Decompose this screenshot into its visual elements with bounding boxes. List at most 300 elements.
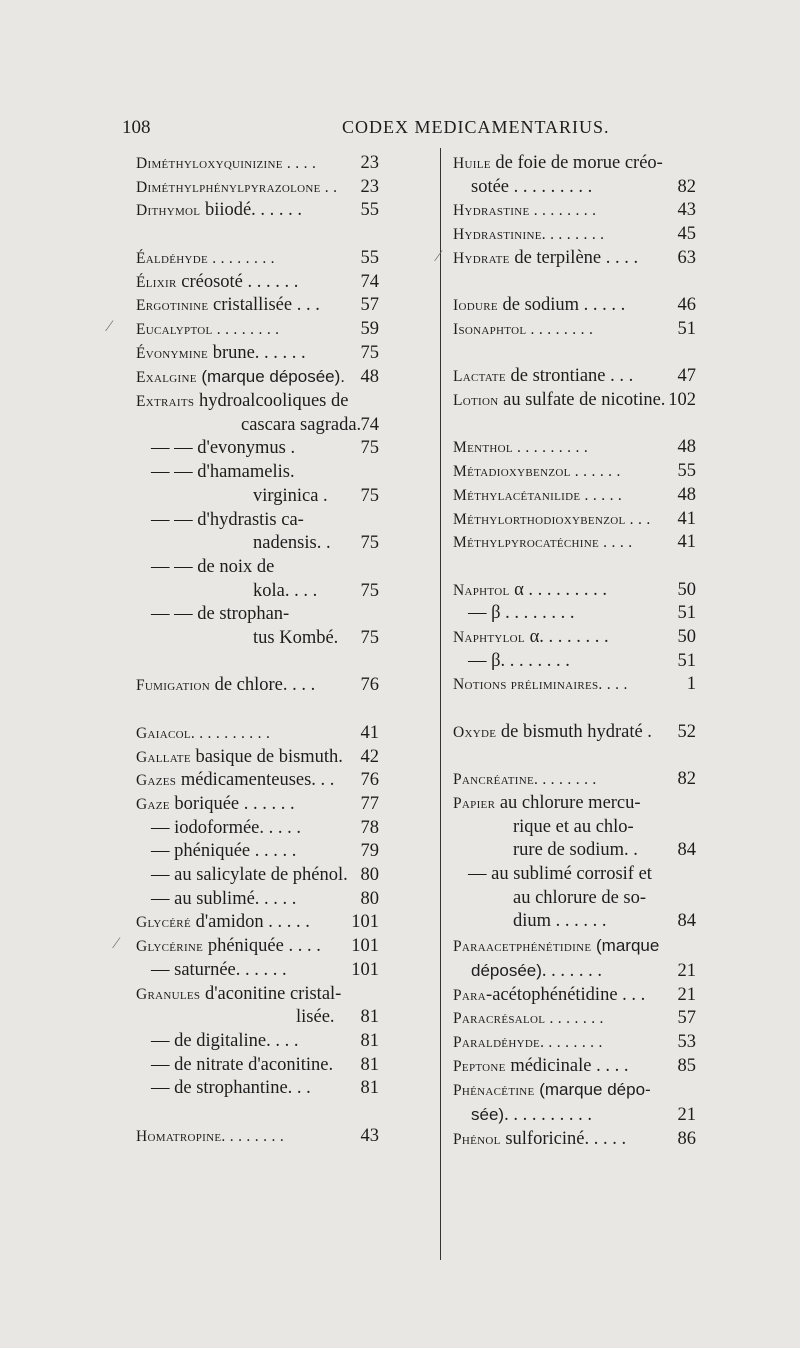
- index-entry: [136, 1077, 379, 1101]
- entry-spacer: [453, 342, 696, 366]
- entry-description: — au salicylate de phénol.: [151, 865, 348, 886]
- column-divider: [440, 148, 441, 1260]
- index-column-left: [136, 152, 379, 1148]
- entry-text: [453, 318, 696, 342]
- entry-description: lisée.: [296, 1007, 335, 1028]
- index-entry: [136, 437, 379, 461]
- index-entry: [453, 984, 696, 1008]
- page-reference: 82: [677, 176, 696, 197]
- entry-description: rique et au chlo-: [513, 816, 634, 837]
- entry-text: [151, 959, 379, 983]
- entry-text: [136, 983, 379, 1007]
- entry-headword: Diméthyloxyquinizine . . . .: [136, 155, 317, 172]
- page-reference: 21: [677, 984, 696, 1005]
- index-entry: [453, 318, 696, 342]
- entry-headword: Notions préliminaires. . . .: [453, 676, 628, 694]
- index-entry: [453, 365, 696, 389]
- index-entry: [453, 863, 696, 934]
- entry-text: [151, 888, 379, 912]
- page-reference: 80: [360, 888, 379, 909]
- entry-headword: Méthylpyrocatéchine . . . .: [453, 534, 633, 552]
- entry-text: [453, 484, 696, 508]
- page-reference: 75: [360, 628, 379, 649]
- index-entry: [453, 460, 696, 484]
- entry-text: [136, 769, 379, 793]
- entry-headword: Paraldéhyde. . . . . . . .: [453, 1033, 603, 1051]
- page-reference: 57: [677, 1008, 696, 1029]
- entry-description: médicinale . . . .: [505, 1055, 629, 1076]
- entry-description: virginica .: [253, 485, 328, 506]
- entry-headword: Glycérine: [136, 938, 204, 956]
- entry-description: hydroalcooliques de: [194, 391, 349, 412]
- entry-description: de foie de morue créo-: [490, 153, 663, 173]
- entry-description: — phéniquée . . . . .: [151, 841, 297, 862]
- entry-headword: Métadioxybenzol . . . . . .: [453, 463, 621, 481]
- entry-description: — saturnée. . . . . .: [151, 959, 287, 980]
- entry-text: [136, 722, 379, 746]
- entry-text: [151, 485, 379, 509]
- entry-description: — iodoformée. . . . .: [151, 817, 302, 838]
- index-entry: [453, 1007, 696, 1031]
- page-reference: 1: [686, 674, 696, 695]
- entry-headword: Exalgine: [136, 369, 197, 387]
- page-reference: 86: [677, 1128, 696, 1149]
- entry-text: [453, 959, 696, 984]
- entry-headword: Éaldéhyde . . . . . . . .: [136, 249, 275, 267]
- entry-text: [453, 1031, 696, 1055]
- entry-text: [151, 1054, 379, 1078]
- index-entry: [453, 223, 696, 247]
- page-reference: 102: [668, 390, 696, 410]
- entry-spacer: [453, 413, 696, 437]
- entry-text: [151, 461, 379, 485]
- index-entry: [136, 722, 379, 746]
- entry-text: [151, 627, 379, 651]
- entry-text: [453, 626, 696, 650]
- entry-text: [453, 579, 696, 603]
- index-entry: [453, 531, 696, 555]
- index-entry: [136, 318, 379, 342]
- page-reference: 43: [677, 200, 696, 221]
- index-entry: [136, 935, 379, 959]
- page-reference: 80: [360, 865, 379, 886]
- index-entry: [136, 461, 379, 508]
- index-entry: [136, 342, 379, 366]
- entry-headword: Huile: [453, 155, 491, 172]
- entry-text: [136, 199, 379, 223]
- entry-text: [468, 863, 696, 887]
- index-entry: [136, 959, 379, 983]
- entry-spacer: [453, 555, 696, 579]
- entry-text: [453, 531, 696, 555]
- index-entry: [453, 389, 696, 413]
- entry-text: [453, 223, 696, 247]
- index-column-right: [453, 152, 696, 1151]
- entry-headword: Ergotinine: [136, 297, 209, 315]
- entry-headword: Glycéré: [136, 914, 191, 932]
- margin-check-mark: ⁄: [108, 318, 111, 335]
- entry-headword: Paracrésalol . . . . . . .: [453, 1010, 604, 1028]
- entry-description: sotée . . . . . . . . .: [471, 176, 593, 197]
- page-reference: 42: [360, 746, 379, 767]
- trademark-note: sée): [471, 1105, 505, 1125]
- page-reference: 75: [360, 438, 379, 459]
- page-reference: 51: [677, 603, 696, 624]
- index-entry: [136, 1030, 379, 1054]
- page-reference: 41: [677, 508, 696, 529]
- page-reference: 46: [677, 295, 696, 316]
- index-entry: [136, 888, 379, 912]
- entry-text: [453, 1128, 696, 1152]
- index-entry: [453, 602, 696, 626]
- page-reference: 75: [360, 485, 379, 506]
- entry-description: — — d'hydrastis ca-: [151, 509, 304, 530]
- page-reference: 74: [360, 414, 379, 435]
- page-header: [122, 117, 682, 143]
- entry-description: brune. . . . . .: [208, 342, 306, 363]
- entry-headword: Papier: [453, 794, 496, 812]
- running-title: CODEX MEDICAMENTARIUS.: [342, 117, 610, 137]
- entry-description: kola. . . .: [253, 580, 318, 601]
- index-entry: [453, 673, 696, 697]
- entry-text: [453, 294, 696, 318]
- page-reference: 41: [360, 722, 379, 743]
- entry-text: [453, 199, 696, 223]
- page-reference: 21: [677, 960, 696, 981]
- page-reference: 59: [360, 318, 379, 339]
- entry-description: d'aconitine cristal-: [200, 983, 342, 1004]
- index-entry: [136, 294, 379, 318]
- page-reference: 74: [360, 271, 379, 292]
- index-entry: [453, 579, 696, 603]
- entry-description: nadensis. .: [253, 533, 331, 554]
- index-entry: [453, 792, 696, 839]
- entry-description: — — d'hamamelis.: [151, 462, 295, 483]
- entry-description: au chlorure de so-: [513, 887, 647, 908]
- entry-text: [453, 365, 696, 389]
- entry-text: [136, 365, 379, 390]
- entry-description: de strontiane . . .: [505, 366, 634, 387]
- entry-headword: Isonaphtol . . . . . . . .: [453, 320, 594, 338]
- trademark-note: (marque: [596, 936, 660, 956]
- index-entry: [453, 650, 696, 674]
- entry-headword: Diméthylphénylpyrazolone . .: [136, 178, 338, 196]
- entry-description: sulforiciné. . . . .: [500, 1128, 627, 1149]
- entry-headword: Peptone: [453, 1057, 506, 1075]
- entry-spacer: [136, 1101, 379, 1125]
- entry-text: [453, 389, 696, 413]
- index-entry: [453, 1128, 696, 1152]
- entry-text: [453, 839, 696, 863]
- entry-headword: Dithymol: [136, 202, 201, 220]
- entry-text: [151, 437, 379, 461]
- entry-headword: Gazes: [136, 772, 177, 790]
- entry-description: de sodium . . . . .: [497, 295, 626, 316]
- entry-headword: Menthol . . . . . . . . .: [453, 439, 589, 457]
- index-entry: [453, 436, 696, 460]
- index-entry: [453, 626, 696, 650]
- entry-text: [151, 840, 379, 864]
- page-reference: 75: [360, 342, 379, 363]
- entry-description: — au sublimé corrosif et: [468, 864, 652, 884]
- entry-description: — — d'evonymus .: [151, 438, 296, 459]
- entry-headword: Naphtylol: [453, 629, 525, 646]
- entry-headword: Para: [453, 986, 487, 1004]
- entry-text: [453, 176, 696, 200]
- page-reference: 50: [677, 579, 696, 600]
- entry-text: [136, 746, 379, 770]
- index-entry: [136, 1054, 379, 1078]
- index-entry: [136, 603, 379, 650]
- page-reference: 55: [360, 200, 379, 221]
- page-reference: 50: [677, 627, 696, 647]
- entry-headword: Méthylorthodioxybenzol . . .: [453, 510, 651, 528]
- entry-text: [468, 887, 696, 911]
- entry-text: [453, 768, 696, 792]
- index-entry: [136, 365, 379, 390]
- trademark-note: déposée): [471, 960, 542, 980]
- index-entry: [136, 817, 379, 841]
- page-reference: 51: [677, 318, 696, 339]
- page-reference: 43: [360, 1125, 379, 1146]
- entry-headword: Évonymine: [136, 344, 209, 362]
- index-entry: [136, 247, 379, 271]
- entry-description: créosoté . . . . . .: [176, 271, 299, 292]
- entry-text: [453, 1078, 696, 1103]
- entry-headword: Eucalyptol . . . . . . . .: [136, 320, 280, 338]
- entry-text: [136, 152, 379, 176]
- entry-headword: Homatropine. . . . . . . .: [136, 1127, 285, 1145]
- entry-text: [453, 1007, 696, 1031]
- entry-description: cascara sagrada.: [241, 414, 362, 435]
- entry-headword: Hydrastinine. . . . . . . .: [453, 226, 605, 244]
- entry-headword: Gallate: [136, 748, 191, 766]
- entry-text: [136, 176, 379, 200]
- index-entry: [136, 509, 379, 556]
- page-reference: 101: [351, 959, 379, 980]
- entry-text: [453, 460, 696, 484]
- entry-text: [453, 816, 696, 840]
- entry-text: [136, 793, 379, 817]
- index-entry: [453, 484, 696, 508]
- entry-text: [468, 602, 696, 626]
- entry-description: tus Kombé.: [253, 628, 339, 649]
- entry-text: [151, 603, 379, 627]
- page-reference: 101: [351, 936, 379, 957]
- page-reference: 55: [360, 247, 379, 268]
- page-reference: 57: [360, 295, 379, 316]
- page-reference: 45: [677, 224, 696, 245]
- entry-description: α. . . . . . . .: [524, 627, 609, 647]
- page-reference: 23: [360, 153, 379, 173]
- page-reference: 76: [360, 675, 379, 696]
- entry-text: [468, 910, 696, 934]
- entry-description: — au sublimé. . . . .: [151, 888, 297, 909]
- entry-headword: Élixir: [136, 273, 177, 291]
- page-reference: 53: [677, 1031, 696, 1052]
- page-reference: 63: [677, 247, 696, 268]
- page-reference: 101: [351, 912, 379, 933]
- index-entry: [136, 674, 379, 698]
- index-entry: [136, 271, 379, 295]
- index-entry: [453, 508, 696, 532]
- entry-text: [136, 911, 379, 935]
- entry-headword: Pancréatine. . . . . . . .: [453, 771, 597, 789]
- page-reference: 81: [360, 1078, 379, 1099]
- index-entry: [453, 1055, 696, 1079]
- entry-description: rure de sodium. .: [513, 840, 638, 861]
- entry-text: [136, 247, 379, 271]
- index-entry: [453, 934, 696, 983]
- entry-spacer: [136, 698, 379, 722]
- entry-text: [136, 294, 379, 318]
- entry-description: de terpilène . . . .: [509, 247, 639, 268]
- entry-headword: Méthylacétanilide . . . . .: [453, 486, 623, 504]
- margin-check-mark: ⁄: [115, 935, 118, 952]
- entry-text: [136, 674, 379, 698]
- page-reference: 52: [677, 721, 696, 742]
- entry-description: de bismuth hydraté .: [496, 721, 652, 742]
- entry-description: — β. . . . . . . .: [468, 650, 570, 671]
- entry-headword: Paraacetphénétidine: [453, 938, 592, 956]
- entry-description: — de digitaline. . . .: [151, 1030, 299, 1051]
- entry-text: [136, 414, 379, 438]
- index-entry: [136, 1125, 379, 1149]
- index-entry: [453, 152, 696, 199]
- entry-description: biiodé. . . . . .: [200, 200, 303, 221]
- entry-text: [453, 984, 696, 1008]
- entry-description: au chlorure mercu-: [495, 792, 641, 813]
- entry-text: [136, 390, 379, 414]
- page-reference: 76: [360, 770, 379, 791]
- page-reference: 84: [677, 911, 696, 932]
- page-reference: 48: [360, 367, 379, 388]
- page-reference: 81: [360, 1007, 379, 1028]
- index-entry: [453, 247, 696, 271]
- index-entry: [136, 390, 379, 437]
- entry-headword: Lotion: [453, 392, 499, 409]
- entry-headword: Hydrastine . . . . . . . .: [453, 202, 597, 220]
- entry-description: -acétophénétidine . . .: [486, 984, 646, 1005]
- entry-text: [151, 1077, 379, 1101]
- page-reference: 78: [360, 817, 379, 838]
- entry-text: [453, 721, 696, 745]
- page-reference: 81: [360, 1054, 379, 1075]
- entry-description: . . . . . . . . . .: [504, 1105, 592, 1126]
- trademark-note: (marque dépo-: [539, 1080, 651, 1100]
- index-entry: [136, 793, 379, 817]
- index-entry: [136, 176, 379, 200]
- entry-spacer: [136, 651, 379, 675]
- index-entry: [136, 199, 379, 223]
- index-entry: [136, 864, 379, 888]
- entry-text: [453, 673, 696, 697]
- margin-check-mark: ⁄: [437, 248, 440, 265]
- entry-text: [453, 1103, 696, 1128]
- entry-text: [151, 817, 379, 841]
- entry-text: [453, 436, 696, 460]
- index-entry: [453, 768, 696, 792]
- entry-headword: Oxyde: [453, 723, 497, 741]
- page-reference: 84: [677, 840, 696, 861]
- index-entry: [453, 721, 696, 745]
- page-reference: 21: [677, 1105, 696, 1126]
- entry-headword: Gaze: [136, 795, 170, 813]
- index-entry: [136, 983, 379, 1030]
- page-reference: 82: [677, 769, 696, 790]
- page-reference: 77: [360, 793, 379, 814]
- entry-text: [136, 1125, 379, 1149]
- index-entry: [453, 294, 696, 318]
- index-entry: [136, 746, 379, 770]
- index-entry: [453, 1078, 696, 1127]
- entry-spacer: [453, 697, 696, 721]
- entry-description: — de nitrate d'aconitine.: [151, 1054, 334, 1075]
- entry-text: [453, 247, 696, 271]
- entry-text: [151, 580, 379, 604]
- entry-description: cristallisée . . .: [208, 295, 320, 316]
- page-reference: 79: [360, 841, 379, 862]
- entry-description: . . . . . . .: [541, 960, 603, 981]
- entry-description: — β . . . . . . . .: [468, 603, 575, 624]
- entry-text: [468, 650, 696, 674]
- entry-headword: Fumigation: [136, 677, 210, 695]
- page-reference: 51: [677, 650, 696, 671]
- entry-description: d'amidon . . . . .: [190, 912, 310, 933]
- entry-description: boriquée . . . . . .: [169, 793, 295, 814]
- entry-headword: Phénol: [453, 1130, 501, 1148]
- entry-text: [151, 509, 379, 533]
- page-reference: 85: [677, 1055, 696, 1076]
- entry-text: [453, 152, 696, 176]
- entry-text: [151, 532, 379, 556]
- entry-headword: Gaiacol. . . . . . . . . .: [136, 724, 271, 742]
- page-reference: 55: [677, 461, 696, 482]
- entry-text: [453, 1055, 696, 1079]
- entry-text: [136, 1006, 379, 1030]
- page-reference: 47: [677, 366, 696, 387]
- entry-headword: Granules: [136, 985, 201, 1003]
- trademark-note: (marque déposée).: [201, 367, 346, 387]
- page-reference: 75: [360, 533, 379, 554]
- entry-text: [136, 318, 379, 342]
- entry-description: — — de noix de: [151, 556, 275, 577]
- page-reference: 75: [360, 580, 379, 601]
- index-entry: [453, 1031, 696, 1055]
- entry-headword: Phénacétine: [453, 1082, 535, 1100]
- entry-text: [136, 935, 379, 959]
- entry-text: [151, 556, 379, 580]
- entry-headword: Hydrate: [453, 249, 510, 267]
- entry-headword: Iodure: [453, 297, 498, 315]
- entry-description: α . . . . . . . . .: [509, 579, 608, 600]
- index-entry: [136, 840, 379, 864]
- entry-description: au sulfate de nicotine.: [498, 390, 666, 410]
- page-reference: 48: [677, 484, 696, 505]
- entry-description: dium . . . . . .: [513, 911, 607, 932]
- entry-description: phéniquée . . . .: [203, 936, 321, 957]
- entry-description: — — de strophan-: [151, 604, 290, 625]
- index-entry: [453, 199, 696, 223]
- index-entry: [453, 839, 696, 863]
- entry-description: basique de bismuth.: [190, 746, 343, 767]
- entry-headword: Lactate: [453, 368, 506, 386]
- entry-text: [453, 934, 696, 959]
- page-reference: 23: [360, 176, 379, 197]
- entry-text: [453, 508, 696, 532]
- entry-spacer: [453, 745, 696, 769]
- entry-headword: Extraits: [136, 393, 195, 411]
